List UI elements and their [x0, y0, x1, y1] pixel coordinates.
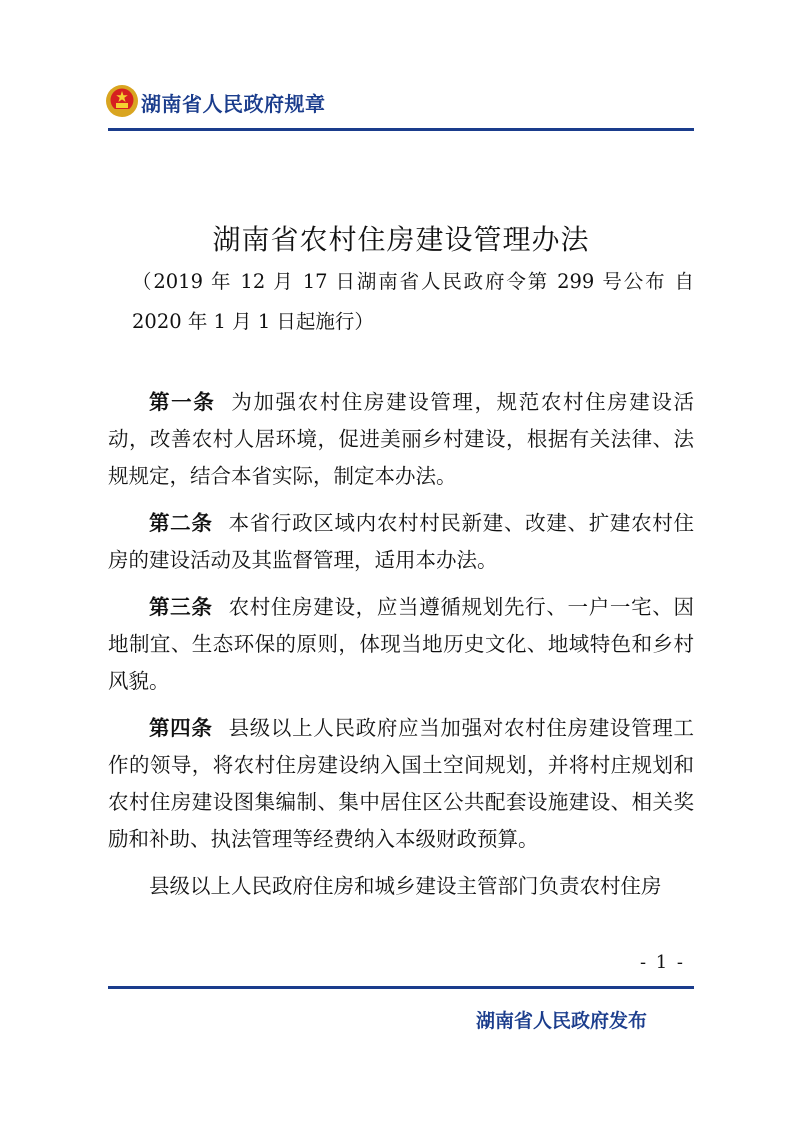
article-number: 第三条 — [149, 595, 213, 619]
document-title: 湖南省农村住房建设管理办法 — [212, 223, 590, 256]
article-number: 第二条 — [149, 511, 213, 535]
article-text: 为加强农村住房建设管理，规范农村住房建设活动，改善农村人居环境，促进美丽乡村建设，根据有关法律、法规规定，结合本省实际，制定本办法。 — [108, 390, 695, 488]
article-continuation: 县级以上人民政府住房和城乡建设主管部门负责农村住房 — [149, 874, 662, 898]
page-header — [105, 84, 695, 124]
header-divider — [108, 128, 694, 131]
article-text: 本省行政区域内农村村民新建、改建、扩建农村住房的建设活动及其监督管理，适用本办法。 — [108, 511, 694, 572]
footer-divider — [108, 986, 694, 989]
national-emblem-icon — [105, 84, 139, 118]
article-text: 农村住房建设，应当遵循规划先行、一户一宅、因地制宜、生态环保的原则，体现当地历史文化、地域特色和乡村风貌。 — [108, 595, 694, 693]
article-number: 第四条 — [149, 716, 213, 740]
document-subtitle: （2019 年 12 月 17 日湖南省人民政府令第 299 号公布 自 2020 年 1 月 1 日起施行） — [132, 270, 694, 333]
article-3 — [108, 589, 694, 700]
article-4 — [108, 710, 694, 858]
article-2 — [108, 505, 694, 579]
page-number: - 1 - — [639, 952, 685, 973]
article-1 — [108, 384, 694, 495]
document-body — [108, 384, 694, 915]
article-number: 第一条 — [149, 390, 216, 414]
header-title: 湖南省人民政府规章 — [141, 92, 326, 116]
publisher-label: 湖南省人民政府发布 — [475, 1010, 647, 1032]
article-text: 县级以上人民政府应当加强对农村住房建设管理工作的领导，将农村住房建设纳入国土空间规划，并将村庄规划和农村住房建设图集编制、集中居住区公共配套设施建设、相关奖励和补助、执法管理等经费纳入本级财政预算。 — [108, 716, 694, 851]
